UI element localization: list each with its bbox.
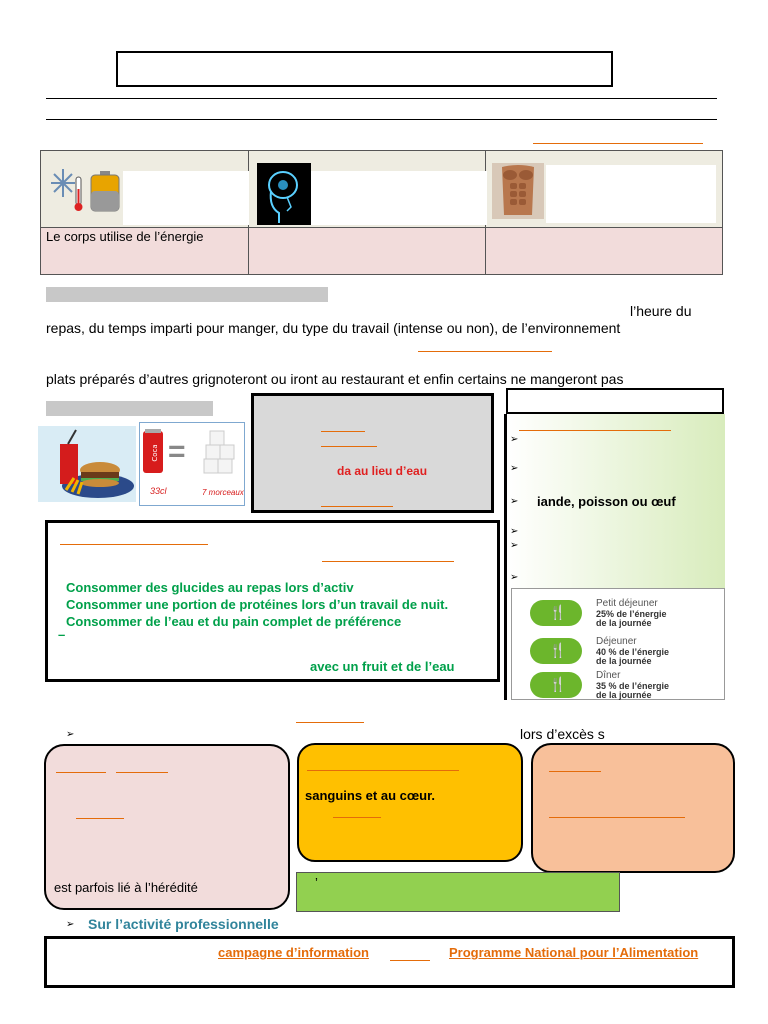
fork-knife-icon bbox=[530, 672, 582, 698]
meal-breakfast-pct: 25% de l’énergie de la journée bbox=[596, 609, 667, 628]
advice-line1: Consommer des glucides au repas lors d’activ bbox=[66, 580, 354, 595]
orange-underline bbox=[533, 143, 703, 144]
green-arrow-4: ➢ bbox=[510, 526, 519, 537]
meal-lunch bbox=[528, 636, 676, 666]
para-line2: repas, du temps imparti pour manger, du type du travail (intense ou non), de l’environnement bbox=[46, 320, 621, 336]
green-box bbox=[296, 872, 620, 912]
pink-box bbox=[44, 744, 290, 910]
green-panel-line bbox=[519, 430, 671, 431]
pink-line-3 bbox=[76, 818, 124, 819]
yellow-line-1 bbox=[307, 770, 459, 771]
meal-lunch-pct: 40 % de l’énergie de la journée bbox=[596, 647, 670, 666]
table-cell-energy bbox=[41, 228, 249, 275]
soda-equals: = bbox=[168, 435, 186, 468]
sugar-count: 7 morceaux bbox=[202, 488, 244, 497]
gray-subheading-bar bbox=[46, 401, 213, 416]
para-orange-line bbox=[418, 351, 552, 352]
excess-arrow: ➢ bbox=[66, 729, 75, 740]
yellow-box-text: sanguins et au cœur. bbox=[305, 788, 436, 803]
table-cell-cold bbox=[41, 151, 249, 228]
title-box bbox=[116, 51, 613, 87]
gray-heading-bar bbox=[46, 287, 328, 302]
peach-line-1 bbox=[549, 771, 601, 772]
gray-box-line-3 bbox=[321, 506, 393, 507]
gray-box-line-1 bbox=[321, 431, 365, 432]
soda-can-icon bbox=[142, 429, 164, 475]
green-arrow-6: ➢ bbox=[510, 572, 519, 583]
info-campaign-link[interactable]: campagne d’information bbox=[218, 945, 369, 960]
pink-line-1 bbox=[56, 772, 106, 773]
table-cell-muscle bbox=[486, 151, 723, 228]
green-arrow-2: ➢ bbox=[510, 463, 519, 474]
meal-dinner bbox=[528, 670, 676, 700]
right-title-box bbox=[506, 388, 724, 414]
green-box-text: ’ bbox=[315, 875, 318, 890]
excess-orange-line bbox=[296, 722, 364, 723]
green-arrow-3: ➢ bbox=[510, 496, 519, 507]
meal-dinner-name: Dîner bbox=[596, 670, 621, 681]
para-line3: plats préparés d’autres grignoteront ou iront au restaurant et enfin certains ne mangeront pas bbox=[46, 371, 624, 387]
meal-dinner-pct: 35 % de l’énergie de la journée bbox=[596, 681, 670, 700]
pink-line-2 bbox=[116, 772, 168, 773]
yellow-box bbox=[297, 743, 523, 862]
excess-text: lors d’excès s bbox=[520, 726, 605, 742]
table-energy-text: Le corps utilise de l’énergie bbox=[46, 229, 204, 244]
peach-line-2 bbox=[549, 817, 685, 818]
advice-line2: Consommer une portion de protéines lors d’un travail de nuit. bbox=[66, 597, 449, 612]
advice-last: avec un fruit et de l’eau bbox=[310, 659, 455, 674]
table-cell-empty-3 bbox=[486, 228, 723, 275]
bottom-orange-line bbox=[390, 960, 430, 961]
meal-breakfast-name: Petit déjeuner bbox=[596, 598, 658, 609]
table-cell-brain bbox=[248, 151, 486, 228]
soda-info-box bbox=[251, 393, 494, 513]
green-panel-text: iande, poisson ou œuf bbox=[537, 494, 676, 509]
fork-knife-icon bbox=[530, 600, 582, 626]
advice-line-2 bbox=[322, 561, 454, 562]
table-cell-empty-2 bbox=[248, 228, 486, 275]
brain-xray-icon bbox=[257, 163, 311, 225]
fork-knife-icon bbox=[530, 638, 582, 664]
meal-lunch-name: Déjeuner bbox=[596, 636, 637, 647]
muscle-torso-icon bbox=[492, 163, 544, 219]
soda-volume: 33cl bbox=[150, 486, 167, 496]
green-arrow-1: ➢ bbox=[510, 434, 519, 445]
advice-box bbox=[45, 520, 500, 682]
section2-arrow: ➢ bbox=[66, 919, 75, 930]
fastfood-image bbox=[38, 426, 136, 502]
green-arrow-5: ➢ bbox=[510, 540, 519, 551]
soda-sugar-image bbox=[139, 422, 245, 506]
section2-title: Sur l’activité professionnelle bbox=[88, 916, 279, 932]
snowflake-thermometer-icon bbox=[49, 165, 85, 215]
advice-line-1 bbox=[60, 544, 208, 545]
header-rule-2 bbox=[46, 119, 717, 120]
bottom-box bbox=[44, 936, 735, 988]
advice-dash: – bbox=[58, 627, 66, 642]
energy-table bbox=[40, 150, 723, 275]
para-line1-end: l’heure du bbox=[630, 303, 692, 319]
sugar-cubes-icon bbox=[202, 429, 238, 475]
pna-link[interactable]: Programme National pour l’Alimentation bbox=[449, 945, 699, 960]
advice-line3: Consommer de l’eau et du pain complet de préférence bbox=[66, 614, 402, 629]
yellow-line-2 bbox=[333, 817, 381, 818]
peach-box bbox=[531, 743, 735, 873]
pink-box-text: est parfois lié à l’hérédité bbox=[54, 880, 198, 895]
gray-box-red-text: da au lieu d’eau bbox=[337, 464, 428, 478]
meal-breakfast bbox=[528, 598, 676, 628]
svg-text:Coca: Coca bbox=[151, 444, 159, 462]
gray-box-line-2 bbox=[321, 446, 377, 447]
battery-icon bbox=[89, 171, 121, 213]
header-rule-1 bbox=[46, 98, 717, 99]
